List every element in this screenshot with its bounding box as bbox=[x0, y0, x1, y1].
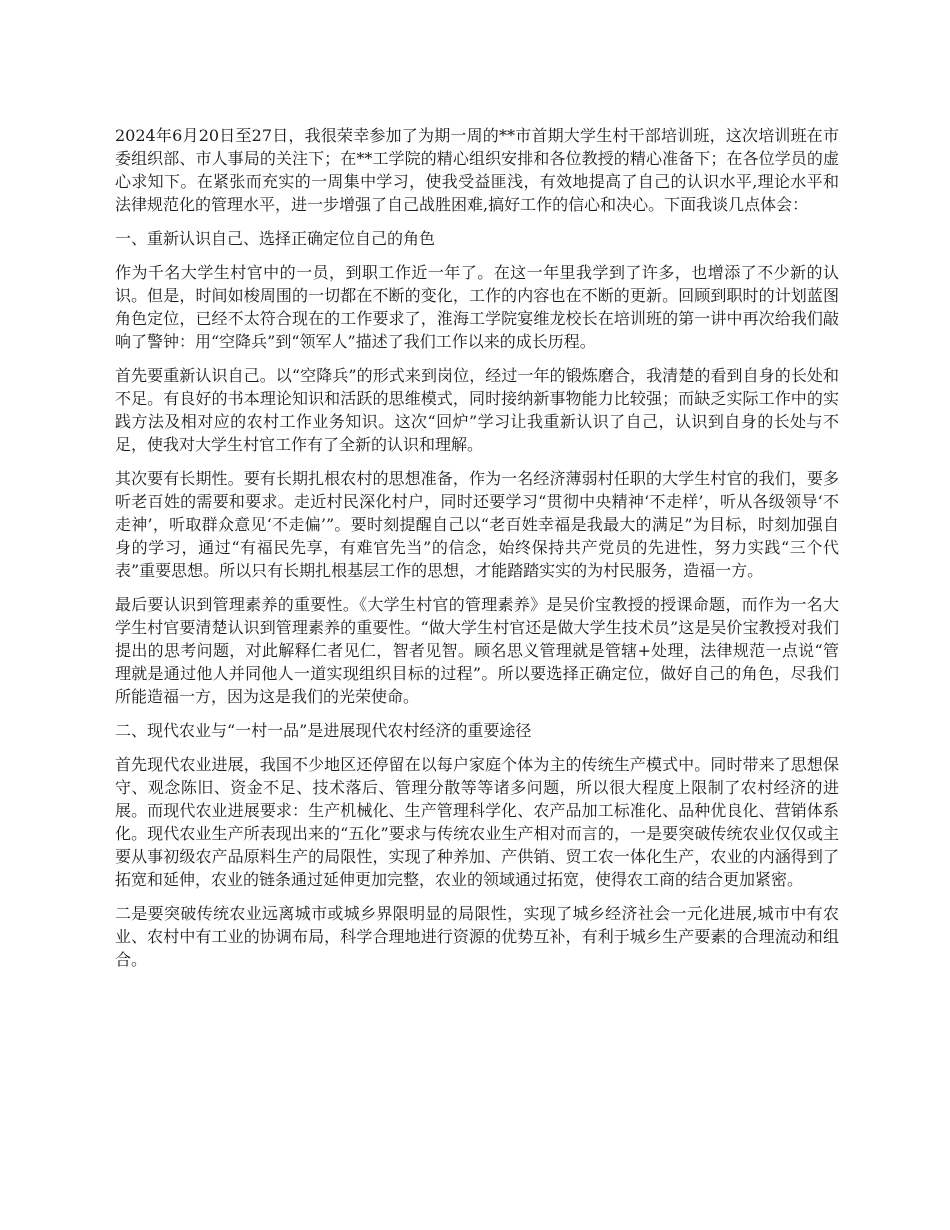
intro-paragraph: 2024年6月20日至27日，我很荣幸参加了为期一周的**市首期大学生村干部培训班，这次培训班在市委组织部、市人事局的关注下；在**工学院的精心组织安排和各位教授的精心准备下；在各位学员的虚心求知下。在紧张而充实的一周集中学习，使我受益匪浅，有效地提高了自己的认识水平,理论水平和法律规范化的管理水平，进一步增强了自己战胜困难,搞好工作的信心和决心。下面我谈几点体会： bbox=[115, 126, 839, 214]
body-paragraph: 首先现代农业进展，我国不少地区还停留在以每户家庭个体为主的传统生产模式中。同时带来了思想保守、观念陈旧、资金不足、技术落后、管理分散等等诸多问题，所以很大程度上限制了农村经济的进展。而现代农业进展要求：生产机械化、生产管理科学化、农产品加工标准化、品种优良化、营销体系化。现代农业生产所表现出来的“五化”要求与传统农业生产相对而言的，一是要突破传统农业仅仅或主要从事初级农产品原料生产的局限性，实现了种养加、产供销、贸工农一体化生产，农业的内涵得到了拓宽和延伸，农业的链条通过延伸更加完整，农业的领域通过拓宽，使得农工商的结合更加紧密。 bbox=[115, 755, 839, 889]
body-paragraph: 最后要认识到管理素养的重要性。《大学生村官的管理素养》是吴价宝教授的授课命题，而作为一名大学生村官要清楚认识到管理素养的重要性。“做大学生村官还是做大学生技术员”这是吴价宝教授对我们提出的思考问题，对此解释仁者见仁，智者见智。顾名思义管理就是管辖+处理，法律规范一点说“管理就是通过他人并同他人一道实现组织目标的过程”。所以要选择正确定位，做好自己的角色，尽我们所能造福一方，因为这是我们的光荣使命。 bbox=[115, 595, 839, 706]
body-paragraph: 首先要重新认识自己。以“空降兵”的形式来到岗位，经过一年的锻炼磨合，我清楚的看到自身的长处和不足。有良好的书本理论知识和活跃的思维模式，同时接纳新事物能力比较强；而缺乏实际工作中的实践方法及相对应的农村工作业务知识。这次“回炉”学习让我重新认识了自己，认识到自身的长处与不足，使我对大学生村官工作有了全新的认识和理解。 bbox=[115, 366, 839, 454]
section-heading-2: 二、现代农业与“一村一品”是进展现代农村经济的重要途径 bbox=[115, 721, 532, 740]
body-paragraph: 二是要突破传统农业远离城市或城乡界限明显的局限性，实现了城乡经济社会一元化进展,城市中有农业、农村中有工业的协调布局，科学合理地进行资源的优势互补，有利于城乡生产要素的合理流动和组合。 bbox=[115, 904, 839, 969]
document-body bbox=[115, 124, 839, 982]
body-paragraph: 作为千名大学生村官中的一员，到职工作近一年了。在这一年里我学到了许多，也增添了不少新的认识。但是，时间如梭周围的一切都在不断的变化，工作的内容也在不断的更新。回顾到职时的计划蓝图角色定位，已经不太符合现在的工作要求了，淮海工学院宴维龙校长在培训班的第一讲中再次给我们敲响了警钟：用“空降兵”到“领军人”描述了我们工作以来的成长历程。 bbox=[115, 263, 839, 351]
section-heading-1: 一、重新认识自己、选择正确定位自己的角色 bbox=[115, 229, 436, 248]
body-paragraph: 其次要有长期性。要有长期扎根农村的思想准备，作为一名经济薄弱村任职的大学生村官的我们，要多听老百姓的需要和要求。走近村民深化村户，同时还要学习“贯彻中央精神‘不走样’，听从各级领导‘不走神’，听取群众意见‘不走偏’”。要时刻提醒自己以“老百姓幸福是我最大的满足”为目标，时刻加强自身的学习，通过“有福民先享，有难官先当”的信念，始终保持共产党员的先进性，努力实践“三个代表”重要思想。所以只有长期扎根基层工作的思想，才能踏踏实实的为村民服务，造福一方。 bbox=[115, 469, 839, 580]
